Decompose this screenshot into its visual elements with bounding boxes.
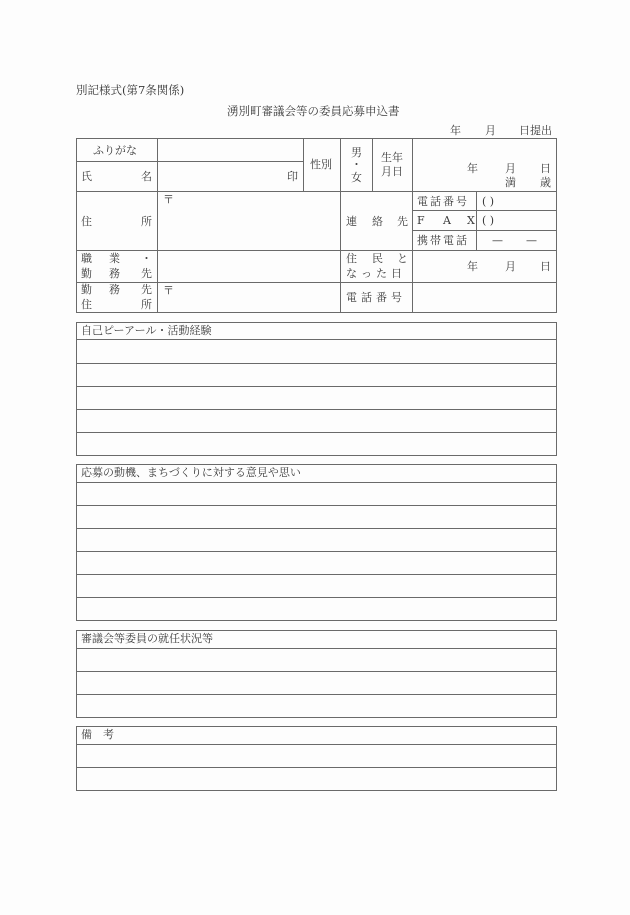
committee-line-2[interactable] bbox=[77, 672, 556, 694]
postal-mark: 〒 bbox=[163, 193, 174, 206]
self-pr-line-3[interactable] bbox=[77, 387, 556, 409]
workplace-label-1: 勤 bbox=[81, 267, 92, 280]
motivation-line-5[interactable] bbox=[77, 575, 556, 597]
workplace-label-2: 務 bbox=[109, 267, 120, 280]
work-addr-label-5: 所 bbox=[141, 298, 152, 311]
job-label-1: 職 bbox=[81, 252, 92, 265]
motivation-line-4[interactable] bbox=[77, 552, 556, 574]
self-pr-line-5[interactable] bbox=[77, 433, 556, 455]
job-label-2: 業 bbox=[109, 252, 120, 265]
resident-date-input[interactable] bbox=[413, 251, 556, 282]
motivation-line-1[interactable] bbox=[77, 483, 556, 505]
phone-label: 電話番号 bbox=[417, 195, 469, 208]
section-title: 審議会等委員の就任状況等 bbox=[81, 632, 213, 645]
form-title: 湧別町審議会等の委員応募申込書 bbox=[227, 104, 400, 118]
section-title: 備 考 bbox=[81, 728, 114, 741]
phone-input[interactable]: ( ) bbox=[482, 195, 495, 208]
work-addr-label-2: 務 bbox=[109, 283, 120, 296]
fax-label-x: X bbox=[467, 214, 475, 227]
mobile-input[interactable] bbox=[477, 231, 556, 250]
work-addr-label-3: 先 bbox=[141, 283, 152, 296]
remarks-line-2[interactable] bbox=[77, 768, 556, 790]
motivation-line-6[interactable] bbox=[77, 598, 556, 620]
contact-label-1: 連 bbox=[346, 215, 357, 228]
contact-label-3: 先 bbox=[397, 215, 408, 228]
resident-label-row2: なった日 bbox=[346, 267, 406, 280]
resident-year-label: 年 bbox=[467, 260, 478, 273]
self-pr-line-4[interactable] bbox=[77, 410, 556, 432]
work-phone-label: 電話番号 bbox=[346, 291, 406, 304]
furigana-input[interactable] bbox=[158, 139, 303, 161]
address-input[interactable] bbox=[158, 192, 340, 250]
work-phone-input[interactable] bbox=[413, 283, 556, 312]
work-addr-label-1: 勤 bbox=[81, 283, 92, 296]
work-addr-label-4: 住 bbox=[81, 298, 92, 311]
divider bbox=[372, 138, 373, 191]
resident-month-label: 月 bbox=[505, 260, 516, 273]
fax-input[interactable]: ( ) bbox=[482, 214, 495, 227]
birth-label-2: 月日 bbox=[381, 165, 403, 178]
work-address-input[interactable] bbox=[158, 283, 340, 312]
name-label-1: 氏 bbox=[81, 170, 92, 183]
mobile-dash-2: — bbox=[526, 234, 537, 247]
divider bbox=[340, 138, 341, 313]
age-full-label: 満 bbox=[505, 176, 516, 189]
resident-label-2: 民 bbox=[372, 252, 383, 265]
work-postal-mark: 〒 bbox=[163, 284, 174, 297]
job-label-3: ・ bbox=[141, 252, 152, 265]
birth-label-1: 生年 bbox=[381, 151, 403, 164]
divider bbox=[303, 138, 304, 191]
birth-month-label: 月 bbox=[505, 162, 516, 175]
gender-female[interactable]: 女 bbox=[351, 171, 362, 184]
resident-day-label: 日 bbox=[540, 260, 551, 273]
divider bbox=[412, 210, 557, 211]
committee-line-3[interactable] bbox=[77, 695, 556, 717]
gender-separator: ・ bbox=[351, 158, 362, 171]
fax-label-f: F bbox=[417, 214, 425, 227]
birth-year-label: 年 bbox=[467, 162, 478, 175]
self-pr-line-1[interactable] bbox=[77, 340, 556, 363]
gender-male[interactable]: 男 bbox=[351, 146, 362, 159]
birth-date-input[interactable] bbox=[413, 139, 556, 191]
gender-label: 性別 bbox=[310, 158, 332, 171]
fax-label-a: A bbox=[443, 214, 451, 227]
furigana-label: ふりがな bbox=[93, 144, 137, 157]
submission-day-label: 日提出 bbox=[519, 124, 552, 137]
motivation-line-2[interactable] bbox=[77, 506, 556, 528]
name-label-2: 名 bbox=[141, 170, 152, 183]
remarks-line-1[interactable] bbox=[77, 745, 556, 767]
submission-month-label: 月 bbox=[485, 124, 496, 137]
birth-day-label: 日 bbox=[540, 162, 551, 175]
resident-label-3: と bbox=[397, 252, 408, 265]
section-title: 自己ピーアール・活動経験 bbox=[81, 324, 212, 337]
contact-label-2: 絡 bbox=[372, 215, 383, 228]
address-label-1: 住 bbox=[81, 215, 92, 228]
section-title: 応募の動機、まちづくりに対する意見や思い bbox=[81, 466, 301, 479]
mobile-dash-1: — bbox=[492, 234, 503, 247]
resident-label-1: 住 bbox=[346, 252, 357, 265]
mobile-label: 携帯電話 bbox=[417, 234, 469, 247]
submission-year-label: 年 bbox=[450, 124, 461, 137]
name-input[interactable] bbox=[158, 162, 303, 191]
motivation-line-3[interactable] bbox=[77, 529, 556, 551]
committee-line-1[interactable] bbox=[77, 649, 556, 671]
age-years-label: 歳 bbox=[540, 176, 551, 189]
seal-mark: 印 bbox=[287, 170, 298, 183]
address-label-2: 所 bbox=[141, 215, 152, 228]
form-reference: 別記様式(第7条関係) bbox=[76, 83, 185, 97]
workplace-label-3: 先 bbox=[141, 267, 152, 280]
self-pr-line-2[interactable] bbox=[77, 364, 556, 386]
occupation-input[interactable] bbox=[158, 251, 340, 282]
